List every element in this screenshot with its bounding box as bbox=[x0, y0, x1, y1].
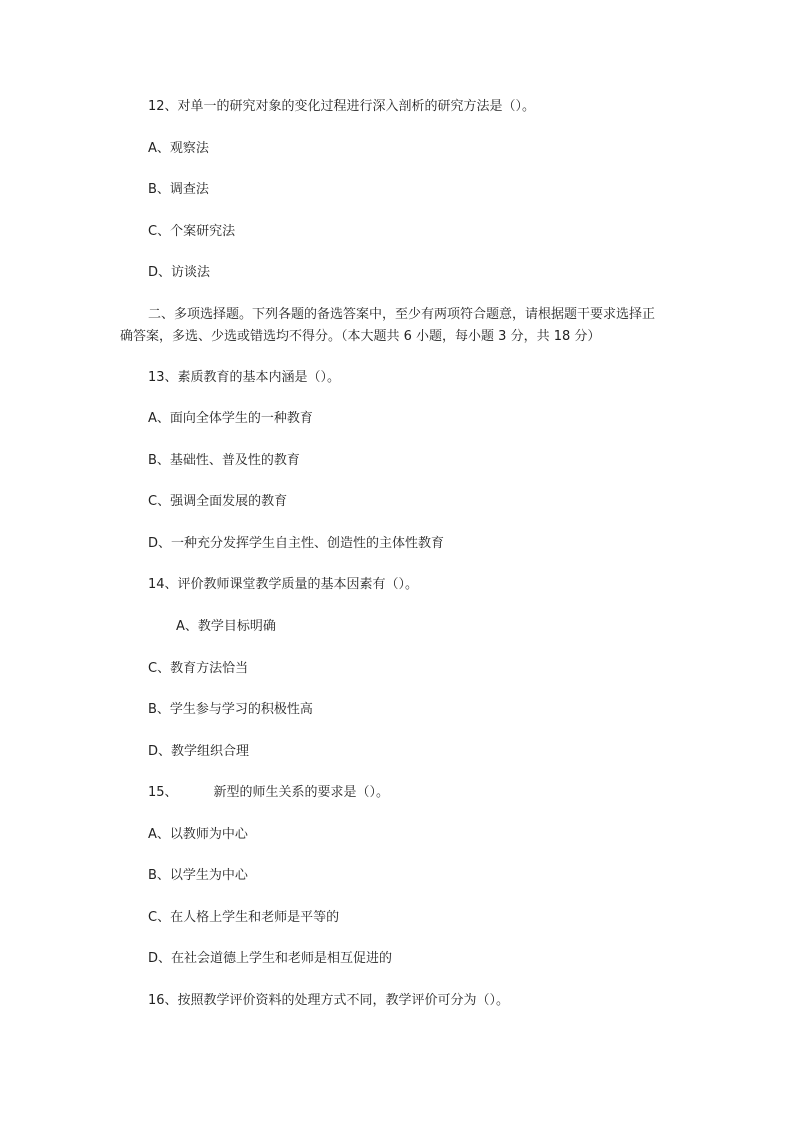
q12-option-d: D、访谈法 bbox=[148, 265, 211, 280]
q12-option-b: B、调查法 bbox=[148, 182, 209, 197]
q13-option-a: A、面向全体学生的一种教育 bbox=[148, 411, 313, 426]
question-16-stem: 16、按照教学评价资料的处理方式不同，教学评价可分为（）。 bbox=[148, 993, 510, 1008]
q14-option-b: B、学生参与学习的积极性高 bbox=[148, 702, 313, 717]
q12-option-c: C、个案研究法 bbox=[148, 224, 236, 239]
q15-option-d: D、在社会道德上学生和老师是相互促进的 bbox=[148, 951, 393, 966]
q14-option-d: D、教学组织合理 bbox=[148, 744, 250, 759]
q12-option-a: A、观察法 bbox=[148, 141, 209, 156]
q13-option-c: C、强调全面发展的教育 bbox=[148, 494, 288, 509]
q15-option-a: A、以教师为中心 bbox=[148, 827, 248, 842]
question-15-stem bbox=[148, 784, 389, 802]
q13-option-d: D、一种充分发挥学生自主性、创造性的主体性教育 bbox=[148, 536, 445, 551]
question-12-stem: 12、对单一的研究对象的变化过程进行深入剖析的研究方法是（）。 bbox=[148, 99, 536, 114]
q14-option-c: C、教育方法恰当 bbox=[148, 661, 249, 676]
q14-option-a: A、教学目标明确 bbox=[176, 619, 276, 634]
q15-option-c: C、在人格上学生和老师是平等的 bbox=[148, 910, 340, 925]
question-14-stem: 14、评价教师课堂教学质量的基本因素有（）。 bbox=[148, 577, 419, 592]
question-15-text: 新型的师生关系的要求是（）。 bbox=[213, 785, 390, 800]
question-15-number: 15、 bbox=[148, 785, 178, 800]
q13-option-b: B、基础性、普及性的教育 bbox=[148, 453, 300, 468]
question-13-stem: 13、素质教育的基本内涵是（）。 bbox=[148, 370, 341, 385]
section-2-instructions: 二、多项选择题。下列各题的备选答案中，至少有两项符合题意，请根据题干要求选择正确答案，多选、少选或错选均不得分。（本大题共 6 小题，每小题 3 分，共 18 分） bbox=[120, 307, 656, 344]
q15-option-b: B、以学生为中心 bbox=[148, 868, 248, 883]
